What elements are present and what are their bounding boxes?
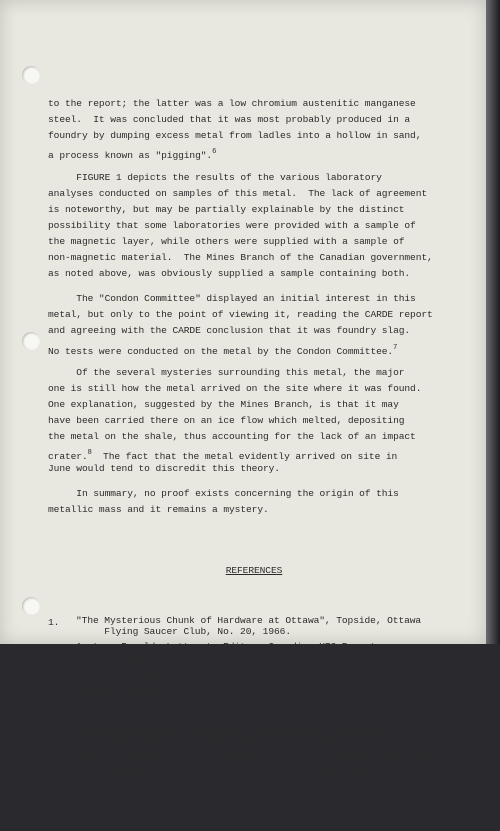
reference-line: Topside, op. cit. <box>76 687 173 698</box>
text-line <box>48 429 460 445</box>
text-segment: FIGURE 1 depicts the results of the various laboratory <box>48 171 382 183</box>
reference-number: 2. <box>48 642 60 654</box>
text-line <box>48 96 460 112</box>
text-line <box>48 266 460 282</box>
text-segment: metal, but only to the point of viewing it, reading the CARDE report <box>48 309 433 321</box>
text-line <box>48 413 460 429</box>
references-list <box>48 615 460 795</box>
text-segment: The "Condon Committee" displayed an initial interest in this <box>48 293 416 305</box>
reference-line: Spring, 1971. <box>76 651 178 663</box>
text-segment: as noted above, was obviously supplied a sample containing both. <box>48 268 411 280</box>
text-segment: is noteworthy, but may be partially explainable by the distinct <box>48 203 405 215</box>
reference-number: 1. <box>48 616 60 628</box>
reference-text <box>76 667 460 683</box>
paragraph <box>48 291 460 355</box>
text-line <box>48 144 460 160</box>
paragraph <box>48 486 460 518</box>
punch-hole <box>22 66 40 84</box>
text-segment: to the report; the latter was a low chromium austenitic manganese <box>48 98 416 110</box>
reference-text <box>76 615 460 637</box>
reference-item <box>48 687 460 703</box>
reference-number: 5. <box>48 709 60 721</box>
punch-hole <box>22 597 40 615</box>
text-line <box>48 445 460 461</box>
reference-line: Gillmor, Daniel S. (Ed). Scientific Study of Unidentified Flying <box>76 753 439 765</box>
text-segment: The fact that the metal evidently arrived on site in <box>91 451 398 463</box>
text-line <box>48 291 460 307</box>
text-line <box>48 234 460 250</box>
text-segment: analyses conducted on samples of this metal. The lack of agreement <box>48 187 428 199</box>
text-segment: possibility that some laboratories were provided with a sample of <box>48 219 416 231</box>
text-segment: and agreeing with the CARDE conclusion that it was foundry slag. <box>48 325 411 337</box>
reference-text <box>76 641 460 663</box>
text-line <box>48 202 460 218</box>
reference-text <box>76 753 460 775</box>
text-line <box>48 340 460 356</box>
reference-number: 6. <box>48 729 60 741</box>
references-heading: REFERENCES <box>225 564 283 576</box>
text-segment: In summary, no proof exists concerning the origin of this <box>48 488 399 500</box>
reference-number: 4. <box>48 689 60 700</box>
punch-hole <box>22 332 40 350</box>
text-segment: non-magnetic material. The Mines Branch of the Canadian government, <box>48 252 433 264</box>
text-segment: the magnetic layer, while others were supplied with a sample of <box>48 235 405 247</box>
reference-line: Anstee, Ronald, Letter to Editor, Canadian UFO Report, <box>76 640 382 652</box>
reference-line: Objects, E.P. Dutton & Co., New York, 1969, pp. 91-92. <box>76 764 410 776</box>
text-line <box>48 112 460 128</box>
text-line <box>48 365 460 381</box>
text-line <box>48 397 460 413</box>
reference-line: ibid <box>76 707 99 719</box>
paragraph <box>48 96 460 160</box>
text-segment: No tests were conducted on the metal by the Condon Committee. <box>48 345 394 357</box>
text-line <box>48 170 460 186</box>
paragraphs <box>48 96 460 518</box>
reference-item <box>48 615 460 637</box>
text-segment: one is still how the metal arrived on the site where it was found. <box>48 382 422 394</box>
reference-text <box>76 779 460 795</box>
reference-item <box>48 727 460 749</box>
footnote-marker: 8 <box>87 449 92 458</box>
reference-text <box>76 687 460 703</box>
reference-item <box>48 753 460 775</box>
text-segment: June would tend to discredit this theory. <box>48 463 280 475</box>
reference-number: 3. <box>48 668 60 680</box>
reference-line: "The Mysterious Chunk of Hardware at Ottawa", Topside, Ottawa <box>76 614 422 626</box>
text-line <box>48 218 460 234</box>
text-line <box>48 502 460 518</box>
text-segment: a process known as "pigging". <box>48 150 213 162</box>
reference-text <box>76 707 460 723</box>
text-segment: foundry by dumping excess metal from ladles into a hollow in sand, <box>48 130 422 142</box>
document-body <box>48 64 460 831</box>
text-line <box>48 186 460 202</box>
reference-text <box>76 727 460 749</box>
paragraph <box>48 170 460 283</box>
text-segment: Of the several mysteries surrounding this metal, the major <box>48 366 405 378</box>
text-segment: metallic mass and it remains a mystery. <box>48 504 269 516</box>
reference-item <box>48 641 460 663</box>
text-line <box>48 486 460 502</box>
reference-item <box>48 707 460 723</box>
reference-item <box>48 667 460 683</box>
reference-line: Topside, op. cit. <box>76 779 173 791</box>
text-line <box>48 381 460 397</box>
text-line <box>48 250 460 266</box>
reference-item <box>48 779 460 795</box>
reference-line: Flying Saucer Club, No. 20, 1966. <box>76 625 291 637</box>
reference-line: Investigation Report IR 71-32, Mines Branch, Department of <box>76 727 405 739</box>
footnote-marker: 7 <box>393 343 398 352</box>
text-segment: the metal on the shale, thus accounting for the lack of an impact <box>48 430 416 442</box>
reference-line: Energy, Mines and Resources, Ottawa, 7 May, 1971. <box>76 738 382 750</box>
text-line <box>48 461 460 477</box>
page-edge <box>486 0 500 644</box>
text-segment: One explanation, suggested by the Mines Branch, is that it may <box>48 398 399 410</box>
reference-number: 8. <box>48 781 60 793</box>
text-segment: crater. <box>48 451 88 463</box>
reference-line: Letter from CARDE, 12 May, 1971. <box>76 666 258 678</box>
text-line <box>48 307 460 323</box>
text-segment: steel. It was concluded that it was most probably produced in a <box>48 114 411 126</box>
reference-number: 7. <box>48 755 60 767</box>
footnote-marker: 6 <box>212 148 217 157</box>
text-line <box>48 128 460 144</box>
text-line <box>48 323 460 339</box>
paragraph <box>48 365 460 478</box>
text-segment: have been carried there on an ice flow which melted, depositing <box>48 414 405 426</box>
